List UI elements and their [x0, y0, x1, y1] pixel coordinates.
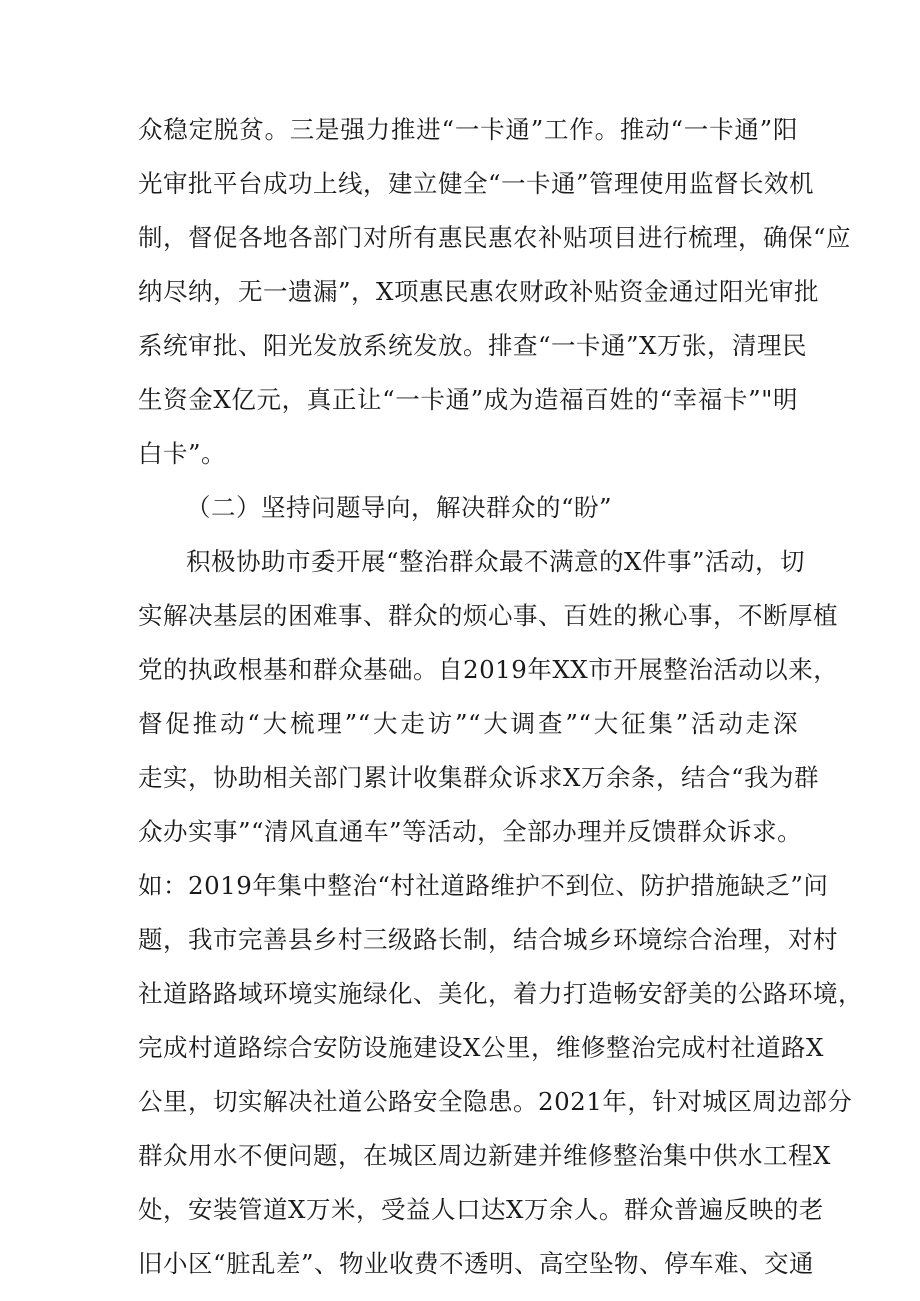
paragraph-line: 众稳定脱贫。三是强力推进“一卡通”工作。推动“一卡通”阳 [138, 115, 798, 144]
paragraph-line: 白卡”。 [138, 439, 227, 468]
paragraph-line: 实解决基层的困难事、群众的烦心事、百姓的揪心事，不断厚植 [138, 601, 838, 630]
paragraph-line: 题，我市完善县乡村三级路长制，结合城乡环境综合治理，对村 [138, 925, 838, 954]
paragraph-line: 如：2019年集中整治“村社道路维护不到位、防护措施缺乏”问 [138, 871, 829, 900]
paragraph-line: 处，安装管道X万米，受益人口达X万余人。群众普遍反映的老 [138, 1195, 824, 1224]
section-heading: （二）坚持问题导向，解决群众的“盼” [186, 493, 613, 522]
paragraph-line: 走实，协助相关部门累计收集群众诉求X万余条，结合“我为群 [138, 763, 819, 792]
paragraph-line: 积极协助市委开展“整治群众最不满意的X件事”活动，切 [186, 547, 805, 576]
paragraph-line: 生资金X亿元，真正让“一卡通”成为造福百姓的“幸福卡”"明 [138, 385, 798, 414]
paragraph-line: 系统审批、阳光发放系统发放。排查“一卡通”X万张，清理民 [138, 331, 807, 360]
paragraph-line: 纳尽纳，无一遗漏”，X项惠民惠农财政补贴资金通过阳光审批 [138, 277, 819, 306]
paragraph-line: 制，督促各地各部门对所有惠民惠农补贴项目进行梳理，确保“应 [138, 223, 852, 252]
paragraph-line: 社道路路域环境实施绿化、美化，着力打造畅安舒美的公路环境， [138, 979, 863, 1008]
paragraph-line: 光审批平台成功上线，建立健全“一卡通”管理使用监督长效机 [138, 169, 815, 198]
paragraph-line: 公里，切实解决社道公路安全隐患。2021年，针对城区周边部分 [138, 1087, 853, 1116]
paragraph-line: 众办实事”“清风直通车”等活动，全部办理并反馈群众诉求。 [138, 817, 803, 846]
paragraph-line: 党的执政根基和群众基础。自2019年XX市开展整治活动以来， [138, 655, 839, 684]
paragraph-line: 群众用水不便问题，在城区周边新建并维修整治集中供水工程X [138, 1141, 831, 1170]
paragraph-line: 督促推动“大梳理”“大走访”“大调查”“大征集”活动走深 [138, 709, 798, 738]
paragraph-line: 旧小区“脏乱差”、物业收费不透明、高空坠物、停车难、交通 [138, 1249, 815, 1278]
paragraph-line: 完成村道路综合安防设施建设X公里，维修整治完成村社道路X [138, 1033, 824, 1062]
